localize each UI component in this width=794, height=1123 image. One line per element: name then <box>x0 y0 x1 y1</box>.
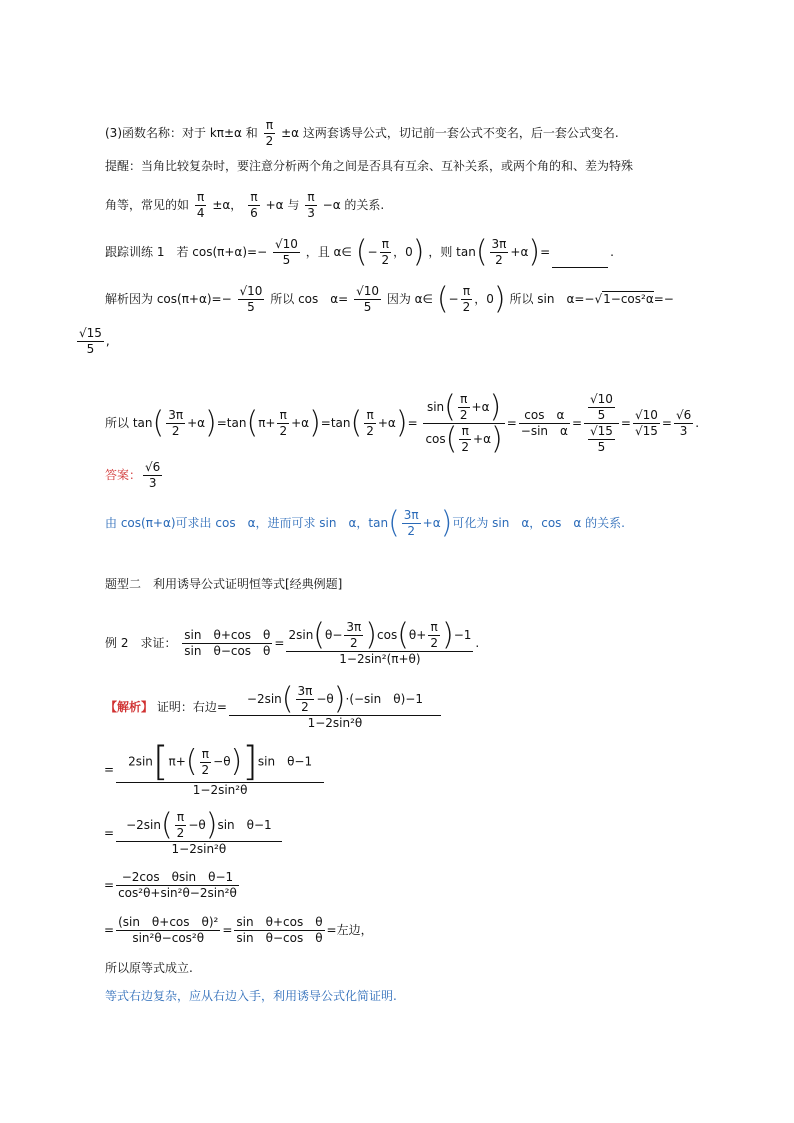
proof-step-2 <box>104 739 326 798</box>
num: √10 <box>274 237 298 251</box>
den: 2 <box>430 636 438 650</box>
num: 3π <box>168 408 184 422</box>
part: 2sin <box>128 754 153 769</box>
den: √15 <box>634 424 658 438</box>
left-bracket: [ <box>152 739 169 785</box>
plus-alpha: +α <box>471 400 490 414</box>
num: sin θ+cos θ <box>236 915 323 929</box>
den: 5 <box>597 440 606 454</box>
num: π <box>461 284 473 300</box>
den: 3 <box>148 476 157 490</box>
sol1-d: ，0 <box>474 292 494 306</box>
sol1b-e: +α <box>291 416 310 430</box>
part: π+ <box>168 754 186 769</box>
left-paren: ( <box>397 617 409 653</box>
sol1b-g: +α <box>377 416 396 430</box>
eq: = <box>104 762 115 777</box>
num <box>116 739 324 785</box>
part: sin θ−1 <box>217 818 272 832</box>
tip-line-1: 提醒：当角比较复杂时，要注意分析两个角之间是否具有互余、互补关系，或两个角的和、差为特殊 <box>105 159 634 173</box>
num: √10 <box>634 408 658 422</box>
fraction-sqrt10-over-5 <box>273 237 300 268</box>
num: √6 <box>675 408 692 422</box>
num <box>423 389 504 425</box>
num: π <box>195 190 207 206</box>
fraction-step-2 <box>116 739 324 798</box>
fraction-rhs <box>286 617 473 667</box>
sol1-c: 因为 α∈ <box>386 292 433 306</box>
tip-text-c: +α 与 <box>265 198 300 212</box>
sol1-e: 所以 sin α=− <box>509 292 595 306</box>
left-paren: ( <box>444 389 456 425</box>
den: 1−2sin²θ <box>192 783 248 797</box>
right-paren: ) <box>230 744 243 779</box>
num: 3π <box>403 508 419 522</box>
sol1b-d: π+ <box>258 416 276 430</box>
part: sin θ−1 <box>257 754 313 769</box>
num: π <box>364 408 376 424</box>
step-5-end: =左边， <box>326 923 373 937</box>
den: 4 <box>196 206 205 220</box>
left-paren: ( <box>445 421 458 457</box>
left-paren: ( <box>436 281 449 317</box>
sol1b-k: = <box>620 416 631 430</box>
left-paren: ( <box>475 234 488 270</box>
left-paren: ( <box>246 405 259 441</box>
ex2-eq: = <box>274 636 285 650</box>
proof-step-1 <box>105 681 443 731</box>
eq: = <box>104 826 115 840</box>
den: 3 <box>679 424 688 438</box>
fraction-sqrt10-over-sqrt15 <box>633 408 660 439</box>
exercise-1: 跟踪训练 1 若 cos(π+α)=− $\frac{√10}{5}$ ，且 α∈ (− $\frac{\pi}{2}$ ，0) ，则 tan( $\frac{3\pi}{2}$ +α)= . <box>105 234 614 270</box>
fraction-pi-over-2 <box>458 392 470 423</box>
eq: = <box>104 923 115 937</box>
note-2: 等式右边复杂，应从右边入手，利用诱导公式化简证明. <box>105 989 397 1003</box>
sol1-b: 所以 cos α= <box>270 292 349 306</box>
num: π <box>277 408 289 424</box>
left-paren: ( <box>160 807 173 843</box>
fraction-sqrt10-over-5 <box>238 284 265 315</box>
right-paren: ) <box>365 617 377 653</box>
num: √15 <box>79 326 102 340</box>
den: 6 <box>250 206 258 220</box>
tip-line-2 <box>105 190 384 221</box>
num: √10 <box>239 284 263 298</box>
den: 2 <box>366 424 374 438</box>
fraction-pi-over-2 <box>264 118 276 149</box>
part: θ− <box>325 628 343 642</box>
fraction-step-5b <box>234 915 324 946</box>
num: √15 <box>590 424 613 438</box>
left-paren: ( <box>185 744 198 779</box>
den: sin²θ−cos²θ <box>132 931 205 945</box>
num: √10 <box>590 392 613 406</box>
den: 2 <box>265 134 274 148</box>
fraction-pi-over-2 <box>380 237 392 268</box>
num <box>286 617 473 653</box>
left-paren: ( <box>388 505 400 541</box>
fraction-cos-over-minus-sin <box>519 408 570 439</box>
tip-text-b: ±α， <box>212 198 243 212</box>
proof-step-5 <box>104 915 373 946</box>
den: 5 <box>86 342 95 356</box>
ex1-f: = <box>540 245 551 259</box>
fraction-sqrt10-over-5 <box>354 284 381 315</box>
answer-blank <box>552 267 608 268</box>
num: π <box>200 747 212 763</box>
den: −sin α <box>520 424 568 438</box>
fraction-pi-over-2 <box>459 424 471 455</box>
part: ·(−sin θ)−1 <box>345 692 423 706</box>
den: 2 <box>461 440 470 454</box>
right-paren: ) <box>205 405 217 441</box>
num: π <box>458 392 470 408</box>
left-paren: ( <box>313 617 326 653</box>
num: π <box>264 118 276 134</box>
den: 2 <box>171 424 180 438</box>
right-paren: ) <box>493 281 506 317</box>
part: −2sin <box>126 818 161 832</box>
den: 2 <box>407 524 416 538</box>
den: 2 <box>462 300 471 314</box>
den <box>423 421 504 457</box>
num: √6 <box>145 460 161 474</box>
den: 5 <box>247 300 255 314</box>
sol1b-c: =tan <box>216 416 247 430</box>
fraction-pi-over-6 <box>248 190 260 221</box>
num: π <box>380 237 392 253</box>
left-paren: ( <box>355 234 368 270</box>
left-paren: ( <box>350 405 363 441</box>
sol1b-f: =tan <box>320 416 351 430</box>
eq: = <box>104 878 115 892</box>
part: cos <box>377 628 398 642</box>
den: cos²θ+sin²θ−2sin²θ <box>118 886 237 900</box>
num: π <box>305 190 317 206</box>
fraction-sqrt10-over-5 <box>588 392 615 423</box>
num: π <box>175 810 187 826</box>
den: 2 <box>381 253 390 267</box>
left-paren: ( <box>281 681 294 717</box>
num <box>229 681 441 717</box>
den: 1−2sin²θ <box>171 842 227 856</box>
fraction-sqrt15-over-5 <box>77 326 104 357</box>
p1-text-a: (3)函数名称：对于 kπ±α 和 <box>105 126 258 140</box>
tip-text-a: 角等，常见的如 <box>105 198 190 212</box>
sol1b-a: 所以 tan <box>105 416 153 430</box>
ex2-label: 例 2 求证： <box>105 636 177 650</box>
fraction-3pi-over-2 <box>402 508 421 539</box>
den: 2 <box>176 826 185 840</box>
example-2 <box>105 617 480 667</box>
num: 3π <box>297 684 313 698</box>
paragraph-function-name <box>105 118 619 149</box>
fraction-pi-over-3 <box>305 190 317 221</box>
fraction-3pi-over-2 <box>344 620 363 651</box>
fraction-sqrt15-over-5 <box>588 424 615 455</box>
sol1b-l: . <box>695 416 700 430</box>
proof-lead: 证明：右边= <box>156 700 227 714</box>
fraction-step-1 <box>229 681 441 731</box>
sin-label: sin <box>426 400 445 414</box>
num: π <box>428 620 440 636</box>
num: −2cos θsin θ−1 <box>116 870 239 886</box>
fraction-compound <box>584 392 619 455</box>
fraction-step-5a <box>116 915 220 946</box>
cos-label: cos <box>425 432 446 446</box>
part: −θ <box>213 754 231 769</box>
sqrt-radicand: 1−cos²α <box>603 292 654 306</box>
right-paren: ) <box>440 505 453 541</box>
num: (sin θ+cos θ)² <box>118 915 219 929</box>
proof-tag: 【解析】 <box>105 700 154 714</box>
proof-step-4 <box>104 870 241 901</box>
right-paren: ) <box>441 617 454 653</box>
sol1b-i: = <box>506 416 517 430</box>
num: π <box>248 190 260 206</box>
tip-text-d: −α 的关系. <box>322 198 385 212</box>
note1-c: 可化为 sin α，cos α 的关系. <box>452 516 625 530</box>
fraction-sin-over-cos <box>423 389 504 457</box>
sol1-h: , <box>105 334 110 348</box>
sol1-g: =− <box>653 292 674 306</box>
right-paren: ) <box>528 234 541 270</box>
fraction-3pi-over-2 <box>296 684 315 715</box>
fraction-pi-over-4 <box>195 190 207 221</box>
solution-1-line-3 <box>105 389 700 457</box>
part: −2sin <box>246 692 282 706</box>
num: π <box>459 424 471 440</box>
proof-conclusion: 所以原等式成立. <box>105 961 193 975</box>
right-paren: ) <box>490 421 503 457</box>
num: √10 <box>356 284 379 298</box>
fraction-step-3 <box>116 807 282 857</box>
ex1-e: +α <box>510 245 529 259</box>
num <box>584 392 619 424</box>
right-bracket: ] <box>242 739 258 785</box>
solution-1-line-1: 解析因为 cos(π+α)=− $\frac{√10}{5}$ 所以 cos α= $\frac{√10}{5}$ 因为 α∈ (− $\frac{\pi}{2}$ ，0) 所以 sin α=−√1−cos²α=− <box>105 281 674 317</box>
den: 5 <box>282 253 291 267</box>
right-paren: ) <box>412 234 425 270</box>
fraction-pi-over-2 <box>461 284 473 315</box>
right-paren: ) <box>309 405 321 441</box>
part: θ+ <box>408 628 427 642</box>
plus-alpha: +α <box>473 432 491 446</box>
den: 5 <box>363 300 372 314</box>
ex1-b: ，且 α∈ <box>305 245 352 259</box>
right-paren: ) <box>205 807 218 843</box>
solution-1-line-2 <box>75 326 110 357</box>
sol1b-k2: = <box>661 416 672 430</box>
fraction-lhs <box>182 628 272 659</box>
fraction-step-4 <box>116 870 239 901</box>
den: 3 <box>307 206 315 220</box>
num <box>116 807 282 843</box>
right-paren: ) <box>333 681 346 717</box>
den: sin θ−cos θ <box>184 644 271 658</box>
part: −θ <box>316 692 334 706</box>
fraction-sqrt6-over-3 <box>143 460 162 491</box>
right-paren: ) <box>395 405 408 441</box>
den: 1−2sin²θ <box>307 716 363 730</box>
fraction-pi-over-2 <box>277 408 289 439</box>
fraction-pi-over-2 <box>428 620 440 651</box>
den: 2 <box>301 700 309 714</box>
fraction-pi-over-2 <box>175 810 187 841</box>
right-paren: ) <box>489 389 502 425</box>
note-1 <box>105 505 625 541</box>
fraction-pi-over-2 <box>200 747 212 778</box>
eq: = <box>222 923 233 937</box>
sol1b-b: +α <box>187 416 206 430</box>
part: −1 <box>453 628 472 642</box>
ex1-a: 跟踪训练 1 若 cos(π+α)=− <box>105 245 268 259</box>
den: 2 <box>350 636 358 650</box>
num: sin θ+cos θ <box>184 628 271 642</box>
fraction-3pi-over-2 <box>166 408 185 439</box>
ex1-g: . <box>610 245 614 259</box>
answer-line <box>105 460 164 491</box>
den: 2 <box>459 408 468 422</box>
den: sin θ−cos θ <box>236 931 323 945</box>
ex2-end: . <box>475 636 480 650</box>
num: 3π <box>491 237 507 251</box>
sol1b-j: = <box>571 416 582 430</box>
num: 3π <box>346 620 362 634</box>
sol1b-h: = <box>407 416 418 430</box>
den: 2 <box>279 424 288 438</box>
den: 2 <box>201 762 210 777</box>
den: 2 <box>495 253 503 267</box>
answer-label: 答案： <box>105 468 142 482</box>
den: 5 <box>597 408 606 422</box>
ex1-d: ，则 tan <box>428 245 476 259</box>
section-title-type-2: 题型二 利用诱导公式证明恒等式[经典例题] <box>105 577 343 591</box>
fraction-pi-over-2 <box>364 408 376 439</box>
note1-b: +α <box>422 516 441 530</box>
num: cos α <box>519 408 570 424</box>
den: 1−2sin²(π+θ) <box>339 652 421 666</box>
fraction-3pi-over-2 <box>490 237 509 268</box>
part: −θ <box>188 818 206 832</box>
fraction-sqrt6-over-3 <box>674 408 693 439</box>
ex1-c: ，0 <box>393 245 413 259</box>
left-paren: ( <box>152 405 165 441</box>
sol1-a: 解析因为 cos(π+α)=− <box>105 292 232 306</box>
proof-step-3 <box>104 807 284 857</box>
den <box>584 424 619 455</box>
part: 2sin <box>288 628 314 642</box>
p1-text-b: ±α 这两套诱导公式，切记前一套公式不变名，后一套公式变名. <box>281 126 619 140</box>
note1-a: 由 cos(π+α)可求出 cos α，进而可求 sin α，tan <box>105 516 389 530</box>
